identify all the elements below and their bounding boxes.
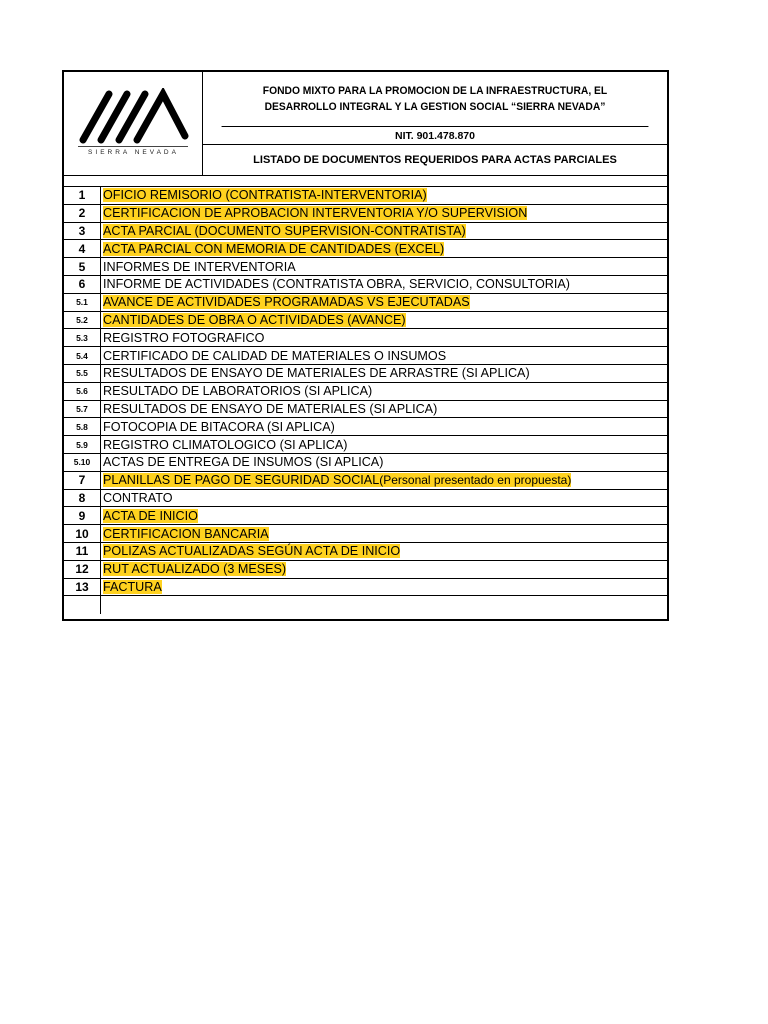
table-row <box>64 329 667 347</box>
table-row <box>64 472 667 490</box>
table-row <box>64 436 667 454</box>
row-description <box>101 383 667 400</box>
row-text: FACTURA <box>103 579 162 594</box>
row-description <box>101 525 667 542</box>
row-text: RESULTADO DE LABORATORIOS (SI APLICA) <box>103 384 373 399</box>
document-title-text: FONDO MIXTO PARA LA PROMOCION DE LA INFRAESTRUCTURA, EL DESARROLLO INTEGRAL Y LA GESTION SOCIAL “SIERRA NEVADA” <box>262 85 608 113</box>
row-number: 10 <box>64 525 101 542</box>
row-description <box>101 472 667 489</box>
row-number: 5.8 <box>64 418 101 435</box>
row-number: 5.1 <box>64 294 101 311</box>
row-description <box>101 490 667 507</box>
row-number: 1 <box>64 187 101 204</box>
row-note: (Personal presentado en propuesta) <box>379 473 572 488</box>
row-number: 6 <box>64 276 101 293</box>
row-text: CERTIFICACION BANCARIA <box>103 526 269 541</box>
document-title <box>222 72 649 127</box>
row-description <box>101 596 667 614</box>
table-row <box>64 312 667 330</box>
table-row <box>64 365 667 383</box>
row-number <box>64 596 101 614</box>
row-description <box>101 365 667 382</box>
table-row <box>64 507 667 525</box>
row-number: 12 <box>64 561 101 578</box>
list-title <box>203 145 667 175</box>
row-text: OFICIO REMISORIO (CONTRATISTA-INTERVENTORIA) <box>103 188 427 203</box>
row-description <box>101 436 667 453</box>
row-description <box>101 401 667 418</box>
row-description <box>101 294 667 311</box>
row-description <box>101 258 667 275</box>
row-text: ACTA DE INICIO <box>103 508 198 523</box>
row-description <box>101 205 667 222</box>
row-text: RUT ACTUALIZADO (3 MESES) <box>103 562 287 577</box>
row-number: 8 <box>64 490 101 507</box>
table-row <box>64 240 667 258</box>
logo-text: SIERRA NEVADA <box>88 149 179 156</box>
row-text: CERTIFICADO DE CALIDAD DE MATERIALES O INSUMOS <box>103 348 447 363</box>
table-row <box>64 454 667 472</box>
row-number: 9 <box>64 507 101 524</box>
blank-row <box>64 176 667 187</box>
table-row <box>64 579 667 597</box>
row-number: 5.5 <box>64 365 101 382</box>
blank-row <box>64 596 667 614</box>
row-number: 5.9 <box>64 436 101 453</box>
row-description <box>101 543 667 560</box>
table-row <box>64 418 667 436</box>
row-number: 4 <box>64 240 101 257</box>
document-table <box>62 70 669 621</box>
row-description <box>101 454 667 471</box>
table-row <box>64 561 667 579</box>
row-description <box>101 561 667 578</box>
row-text: RESULTADOS DE ENSAYO DE MATERIALES (SI APLICA) <box>103 401 438 416</box>
nit-number: NIT. 901.478.870 <box>203 127 667 145</box>
row-description <box>101 276 667 293</box>
row-text: REGISTRO FOTOGRAFICO <box>103 330 265 345</box>
row-description <box>101 240 667 257</box>
row-description <box>101 187 667 204</box>
document-header <box>64 72 667 176</box>
row-text: CERTIFICACION DE APROBACION INTERVENTORIA Y/O SUPERVISION <box>103 206 528 221</box>
row-text: REGISTRO CLIMATOLOGICO (SI APLICA) <box>103 437 348 452</box>
row-number: 11 <box>64 543 101 560</box>
row-description <box>101 579 667 596</box>
row-number: 2 <box>64 205 101 222</box>
row-number: 5.3 <box>64 329 101 346</box>
table-row <box>64 401 667 419</box>
row-description <box>101 312 667 329</box>
sierra-nevada-logo-icon <box>79 88 189 144</box>
row-number: 5.2 <box>64 312 101 329</box>
table-row <box>64 490 667 508</box>
row-number: 5.4 <box>64 347 101 364</box>
table-row <box>64 525 667 543</box>
logo <box>64 72 203 175</box>
row-description <box>101 329 667 346</box>
row-text: AVANCE DE ACTIVIDADES PROGRAMADAS VS EJECUTADAS <box>103 295 470 310</box>
table-row <box>64 543 667 561</box>
table-row <box>64 276 667 294</box>
table-row <box>64 205 667 223</box>
row-text: CONTRATO <box>103 490 173 505</box>
table-row <box>64 223 667 241</box>
row-number: 13 <box>64 579 101 596</box>
row-text: INFORME DE ACTIVIDADES (CONTRATISTA OBRA, SERVICIO, CONSULTORIA) <box>103 277 570 292</box>
row-text: PLANILLAS DE PAGO DE SEGURIDAD SOCIAL <box>103 473 380 488</box>
logo-divider <box>78 146 188 147</box>
row-number: 7 <box>64 472 101 489</box>
row-text: CANTIDADES DE OBRA O ACTIVIDADES (AVANCE) <box>103 312 406 327</box>
table-row <box>64 383 667 401</box>
table-row <box>64 294 667 312</box>
row-number: 3 <box>64 223 101 240</box>
row-text: POLIZAS ACTUALIZADAS SEGÚN ACTA DE INICIO <box>103 544 401 559</box>
row-text: ACTA PARCIAL (DOCUMENTO SUPERVISION-CONTRATISTA) <box>103 223 466 238</box>
row-number: 5.6 <box>64 383 101 400</box>
row-number: 5.10 <box>64 454 101 471</box>
list-title-text: LISTADO DE DOCUMENTOS REQUERIDOS PARA ACTAS PARCIALES <box>253 154 617 166</box>
row-description <box>101 507 667 524</box>
row-description <box>101 347 667 364</box>
table-row <box>64 258 667 276</box>
row-description <box>101 418 667 435</box>
row-text: ACTA PARCIAL CON MEMORIA DE CANTIDADES (EXCEL) <box>103 241 445 256</box>
row-number: 5.7 <box>64 401 101 418</box>
document-list <box>64 176 667 614</box>
row-number: 5 <box>64 258 101 275</box>
table-row <box>64 347 667 365</box>
row-text: ACTAS DE ENTREGA DE INSUMOS (SI APLICA) <box>103 455 384 470</box>
row-description <box>101 223 667 240</box>
row-text: FOTOCOPIA DE BITACORA (SI APLICA) <box>103 419 335 434</box>
row-text: RESULTADOS DE ENSAYO DE MATERIALES DE ARRASTRE (SI APLICA) <box>103 366 530 381</box>
table-row <box>64 187 667 205</box>
row-text: INFORMES DE INTERVENTORIA <box>103 259 296 274</box>
